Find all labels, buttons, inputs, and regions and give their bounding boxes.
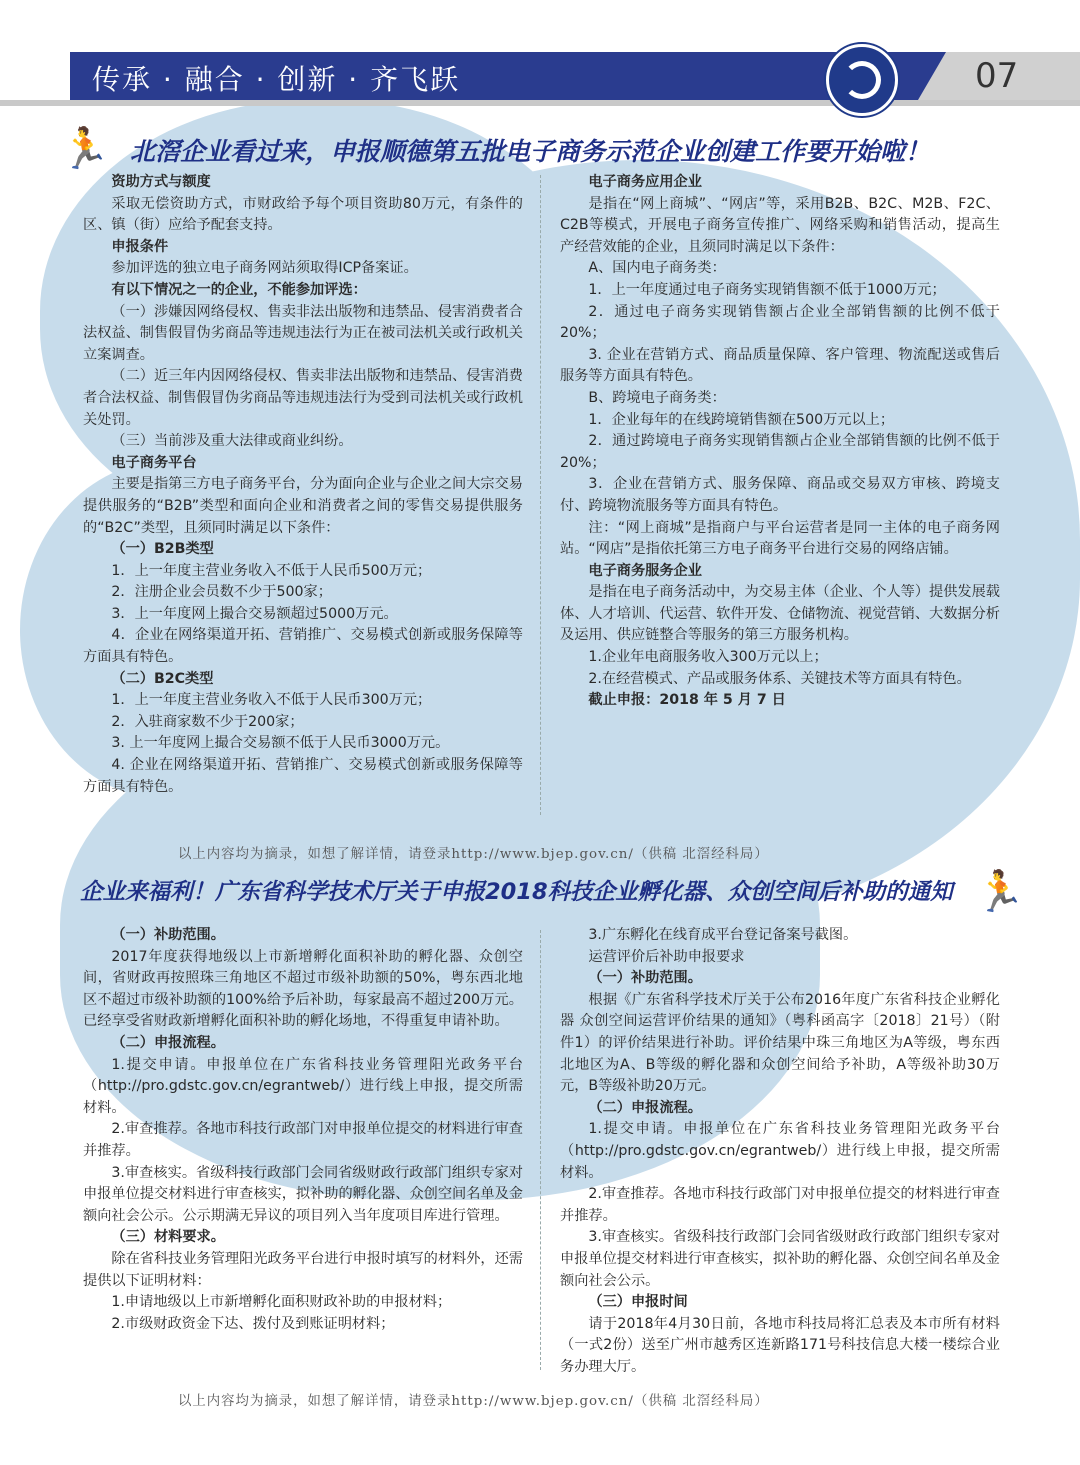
subheading: （二）B2C类型 <box>111 670 214 687</box>
paragraph: 是指在电子商务活动中，为交易主体（企业、个人等）提供发展载体、人才培训、代运营、软件开发、仓储物流、视觉营销、大数据分析及运用、供应链整合等服务的第三方服务机构。 <box>560 584 1000 644</box>
section1-right-column <box>560 172 1000 712</box>
paragraph: A、国内电子商务类： <box>588 260 726 277</box>
paragraph: 3．企业在营销方式、服务保障、商品或交易双方审核、跨境支付、跨境物流服务等方面具有特色。 <box>560 476 1000 514</box>
paragraph: 3.广东孵化在线育成平台登记备案号截图。 <box>588 927 858 943</box>
paragraph: 运营评价后补助申报要求 <box>588 948 745 965</box>
paragraph: 3. 企业在营销方式、商品质量保障、客户管理、物流配送或售后服务等方面具有特色。 <box>560 346 1000 385</box>
column-divider <box>540 175 541 815</box>
paragraph: 3.审查核实。省级科技行政部门会同省级财政行政部门组织专家对申报单位提交材料进行审查核实，拟补助的孵化器、众创空间名单及金额向社会公示。 <box>560 1229 1000 1289</box>
subheading: （一）补助范围。 <box>111 927 225 943</box>
subheading: （三）申报时间 <box>588 1294 688 1311</box>
paragraph: （一）涉嫌因网络侵权、售卖非法出版物和违禁品、侵害消费者合法权益、制售假冒伪劣商品等违规违法行为正在被司法机关或行政机关立案调查。 <box>83 303 523 363</box>
paragraph: 采取无偿资助方式，市财政给予每个项目资助80万元，有条件的区、镇（街）应给予配套支持。 <box>83 195 523 234</box>
section1-title: 北滘企业看过来，申报顺德第五批电子商务示范企业创建工作要开始啦！ <box>130 137 931 166</box>
header-banner <box>70 52 930 100</box>
paragraph: 2.在经营模式、产品或服务体系、关键技术等方面具有特色。 <box>588 670 971 687</box>
paragraph: 1．上一年度主营业务收入不低于人民币300万元； <box>111 692 432 709</box>
subheading: 资助方式与额度 <box>111 174 211 190</box>
paragraph: 2017年度获得地级以上市新增孵化面积补助的孵化器、众创空间，省财政再按照珠三角地区不超过市级补助额的50%，粤东西北地区不超过市级补助额的100%给予后补助，每家最高不超过200万元。已经享受省财政新增孵化面积补助的孵化场地，不得重复申请补助。 <box>83 948 523 1030</box>
paragraph: 1.申请地级以上市新增孵化面积财政补助的申报材料； <box>111 1294 452 1311</box>
subheading: 截止申报：2018 年 5 月 7 日 <box>588 692 786 709</box>
subheading: 申报条件 <box>111 238 169 255</box>
paragraph: 2．注册企业会员数不少于500家； <box>111 584 332 601</box>
header-title: 传承 · 融合 · 创新 · 齐飞跃 <box>92 63 461 96</box>
paragraph: 4. 企业在网络渠道开拓、营销推广、交易模式创新或服务保障等方面具有特色。 <box>83 757 523 795</box>
paragraph: 2.审查推荐。各地市科技行政部门对申报单位提交的材料进行审查并推荐。 <box>560 1186 1000 1224</box>
paragraph: 主要是指第三方电子商务平台，分为面向企业与企业之间大宗交易提供服务的“B2B”类型和面向企业和消费者之间的零售交易提供服务的“B2C”类型，且须同时满足以下条件： <box>83 476 523 536</box>
runner-icon: 🏃 <box>975 869 1025 915</box>
runner-icon: 🏃 <box>60 126 110 172</box>
section1-left-column <box>83 172 523 798</box>
paragraph: 3. 上一年度网上撮合交易额不低于人民币3000万元。 <box>111 735 450 752</box>
section2-footer-note: 以上内容均为摘录，如想了解详情，请登录http://www.bjep.gov.cn/（供稿 北滘经科局） <box>178 1394 769 1409</box>
subheading: （一）B2B类型 <box>111 541 214 558</box>
paragraph: 2．通过跨境电子商务实现销售额占企业全部销售额的比例不低于20%； <box>560 433 1000 471</box>
paragraph: 参加评选的独立电子商务网站须取得ICP备案证。 <box>111 260 418 277</box>
paragraph: B、跨境电子商务类： <box>588 389 726 406</box>
paragraph: 注：“网上商城”是指商户与平台运营者是同一主体的电子商务网站。“网店”是指依托第三方电子商务平台进行交易的网络店铺。 <box>560 519 1000 558</box>
page-number: 07 <box>975 56 1019 96</box>
subheading: （一）补助范围。 <box>588 970 702 987</box>
paragraph: 3.审查核实。省级科技行政部门会同省级财政行政部门组织专家对申报单位提交材料进行审查核实，拟补助的孵化器、众创空间名单及金额向社会公示。公示期满无异议的项目列入当年度项目库进行管理。 <box>83 1164 523 1224</box>
header-divider <box>0 100 1080 106</box>
paragraph: 除在省科技业务管理阳光政务平台进行申报时填写的材料外，还需提供以下证明材料： <box>83 1250 523 1289</box>
subheading: 有以下情况之一的企业，不能参加评选： <box>111 281 367 298</box>
paragraph: 1．上一年度主营业务收入不低于人民币500万元； <box>111 562 432 579</box>
paragraph: 是指在“网上商城”、“网店”等，采用B2B、B2C、M2B、F2C、C2B等模式，开展电子商务宣传推广、网络采购和销售活动，提高生产经营效能的企业，且须同时满足以下条件： <box>560 195 1000 255</box>
paragraph: 4．企业在网络渠道开拓、营销推广、交易模式创新或服务保障等方面具有特色。 <box>83 627 523 666</box>
section2-title: 企业来福利！广东省科学技术厅关于申报2018科技企业孵化器、众创空间后补助的通知 <box>80 879 953 905</box>
paragraph: 1．上一年度通过电子商务实现销售额不低于1000万元； <box>588 281 946 298</box>
logo-icon <box>826 44 898 116</box>
paragraph: 1．企业每年的在线跨境销售额在500万元以上； <box>588 411 895 428</box>
paragraph: 2.审查推荐。各地市科技行政部门对申报单位提交的材料进行审查并推荐。 <box>83 1121 523 1159</box>
paragraph: 3．上一年度网上撮合交易额超过5000万元。 <box>111 605 398 622</box>
paragraph: 请于2018年4月30日前，各地市科技局将汇总表及本市所有材料（一式2份）送至广州市越秀区连新路171号科技信息大楼一楼综合业务办理大厅。 <box>560 1315 1000 1375</box>
paragraph: （三）当前涉及重大法律或商业纠纷。 <box>111 433 353 450</box>
paragraph: 2．入驻商家数不少于200家； <box>111 713 304 730</box>
section2-left-column <box>83 925 523 1335</box>
paragraph: 1.提交申请。申报单位在广东省科技业务管理阳光政务平台（http://pro.gdstc.gov.cn/egrantweb/）进行线上申报，提交所需材料。 <box>83 1056 523 1116</box>
paragraph: 2．通过电子商务实现销售额占企业全部销售额的比例不低于20%； <box>560 303 1000 342</box>
column-divider <box>540 930 541 1370</box>
paragraph: 2.市级财政资金下达、拨付及到账证明材料； <box>111 1315 395 1332</box>
subheading: （二）申报流程。 <box>111 1034 225 1051</box>
subheading: 电子商务平台 <box>111 454 197 471</box>
subheading: （三）材料要求。 <box>111 1229 225 1246</box>
section2-right-column <box>560 925 1000 1378</box>
subheading: （二）申报流程。 <box>588 1099 702 1116</box>
section1-footer-note: 以上内容均为摘录，如想了解详情，请登录http://www.bjep.gov.cn/（供稿 北滘经科局） <box>178 847 769 862</box>
paragraph: 1.企业年电商服务收入300万元以上； <box>588 649 828 666</box>
paragraph: 1.提交申请。申报单位在广东省科技业务管理阳光政务平台（http://pro.gdstc.gov.cn/egrantweb/）进行线上申报，提交所需材料。 <box>560 1121 1000 1181</box>
paragraph: 根据《广东省科学技术厅关于公布2016年度广东省科技企业孵化器 众创空间运营评价结果的通知》（粤科函高字〔2018〕21号）（附件1）的评价结果进行补助。评价结果中珠三角地区为A等级，粤东西北地区为A、B等级的孵化器和众创空间给予补助，A等级补助30万元，B等级补助20万元。 <box>560 991 1000 1095</box>
subheading: 电子商务服务企业 <box>588 562 702 579</box>
paragraph: （二）近三年内因网络侵权、售卖非法出版物和违禁品、侵害消费者合法权益、制售假冒伪劣商品等违规违法行为受到司法机关或行政机关处罚。 <box>83 368 523 428</box>
subheading: 电子商务应用企业 <box>588 174 702 190</box>
